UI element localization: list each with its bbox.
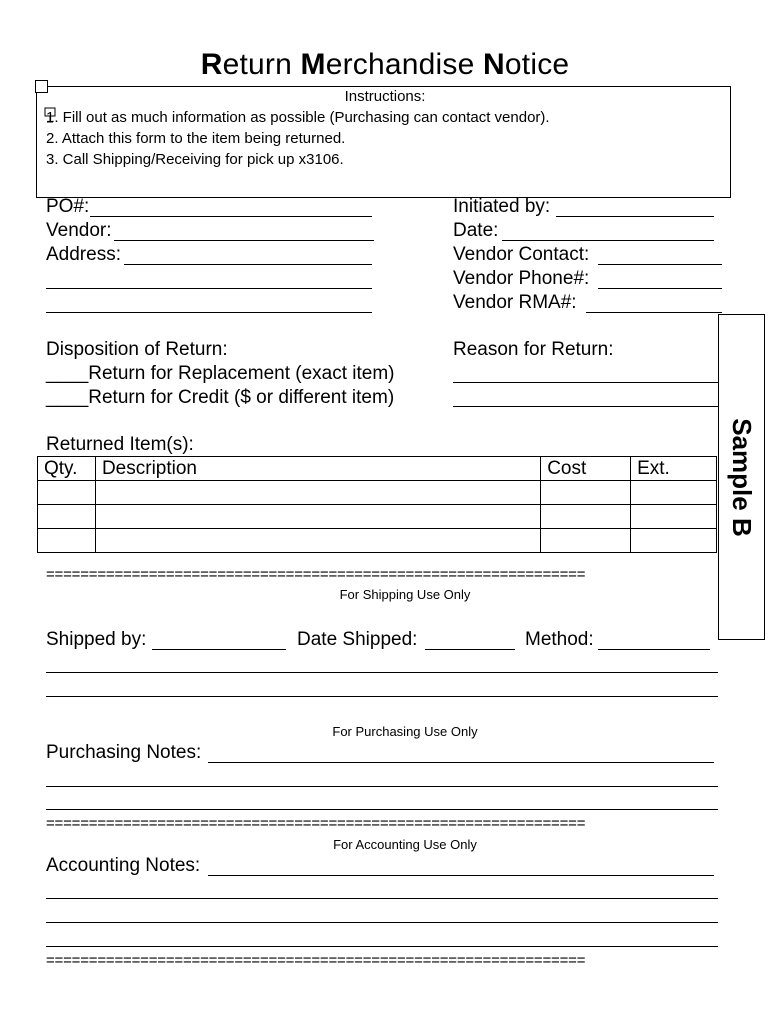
form-title: Return Merchandise Notice <box>200 48 570 81</box>
column-description: Description <box>95 457 540 481</box>
vendor-contact-field[interactable] <box>598 264 722 265</box>
disposition-replacement-option[interactable]: ____Return for Replacement (exact item) <box>46 363 395 384</box>
table-row[interactable] <box>38 529 717 553</box>
purchasing-notes-line-3[interactable] <box>46 809 718 810</box>
purchasing-section-label: For Purchasing Use Only <box>332 724 478 739</box>
initiated-by-field[interactable] <box>556 216 714 217</box>
accounting-notes-line-3[interactable] <box>46 922 718 923</box>
accounting-notes-field[interactable] <box>208 875 714 876</box>
purchasing-notes-line-2[interactable] <box>46 786 718 787</box>
initiated-by-label: Initiated by: <box>453 196 551 217</box>
accounting-notes-label: Accounting Notes: <box>46 855 201 876</box>
date-shipped-field[interactable] <box>425 649 515 650</box>
instruction-item-2: 2. Attach this form to the item being returned. <box>46 130 346 147</box>
reason-field-2[interactable] <box>453 406 718 407</box>
separator-bottom: =============================================================== <box>46 952 586 969</box>
method-label: Method: <box>525 629 594 650</box>
sample-watermark: Sample B <box>727 417 757 537</box>
table-row[interactable] <box>38 481 717 505</box>
disposition-credit-option[interactable]: ____Return for Credit ($ or different item) <box>46 387 395 408</box>
description-cell[interactable] <box>95 529 540 553</box>
purchasing-notes-label: Purchasing Notes: <box>46 742 202 763</box>
accounting-section-label: For Accounting Use Only <box>333 837 477 852</box>
ext-cell[interactable] <box>631 529 717 553</box>
vendor-field[interactable] <box>114 240 374 241</box>
ext-cell[interactable] <box>631 481 717 505</box>
description-cell[interactable] <box>95 481 540 505</box>
date-label: Date: <box>453 220 499 241</box>
shipped-by-label: Shipped by: <box>46 629 147 650</box>
address-label: Address: <box>46 244 121 265</box>
qty-cell[interactable] <box>38 481 96 505</box>
cost-cell[interactable] <box>541 529 631 553</box>
address-field-3[interactable] <box>46 312 372 313</box>
accounting-notes-line-4[interactable] <box>46 946 718 947</box>
address-field-2[interactable] <box>46 288 372 289</box>
table-header-row <box>38 457 717 481</box>
po-field[interactable] <box>90 216 372 217</box>
instruction-item-1: 1. Fill out as much information as possible (Purchasing can contact vendor). <box>46 109 550 126</box>
returned-items-table <box>37 456 717 553</box>
reason-field-1[interactable] <box>453 382 718 383</box>
disposition-heading: Disposition of Return: <box>46 339 228 360</box>
separator-shipping: =============================================================== <box>46 566 586 583</box>
table-row[interactable] <box>38 505 717 529</box>
shipping-notes-line-1[interactable] <box>46 672 718 673</box>
vendor-rma-field[interactable] <box>586 312 722 313</box>
date-field[interactable] <box>502 240 714 241</box>
separator-accounting: =============================================================== <box>46 815 586 832</box>
qty-cell[interactable] <box>38 529 96 553</box>
reason-heading: Reason for Return: <box>453 339 614 360</box>
date-shipped-label: Date Shipped: <box>297 629 418 650</box>
cost-cell[interactable] <box>541 481 631 505</box>
address-field-1[interactable] <box>124 264 372 265</box>
vendor-contact-label: Vendor Contact: <box>453 244 590 265</box>
vendor-phone-label: Vendor Phone#: <box>453 268 590 289</box>
description-cell[interactable] <box>95 505 540 529</box>
shipping-notes-line-2[interactable] <box>46 696 718 697</box>
qty-cell[interactable] <box>38 505 96 529</box>
instruction-item-3: 3. Call Shipping/Receiving for pick up x3106. <box>46 151 344 168</box>
vendor-phone-field[interactable] <box>598 288 722 289</box>
po-label: PO#: <box>46 196 90 217</box>
vendor-label: Vendor: <box>46 220 112 241</box>
column-qty: Qty. <box>38 457 96 481</box>
returned-items-heading: Returned Item(s): <box>46 434 194 455</box>
instructions-heading: Instructions: <box>344 88 426 105</box>
column-cost: Cost <box>541 457 631 481</box>
cost-cell[interactable] <box>541 505 631 529</box>
ext-cell[interactable] <box>631 505 717 529</box>
column-ext: Ext. <box>631 457 717 481</box>
purchasing-notes-field[interactable] <box>208 762 714 763</box>
accounting-notes-line-2[interactable] <box>46 898 718 899</box>
vendor-rma-label: Vendor RMA#: <box>453 292 577 313</box>
shipping-section-label: For Shipping Use Only <box>339 587 471 602</box>
shipped-by-field[interactable] <box>152 649 286 650</box>
method-field[interactable] <box>598 649 710 650</box>
